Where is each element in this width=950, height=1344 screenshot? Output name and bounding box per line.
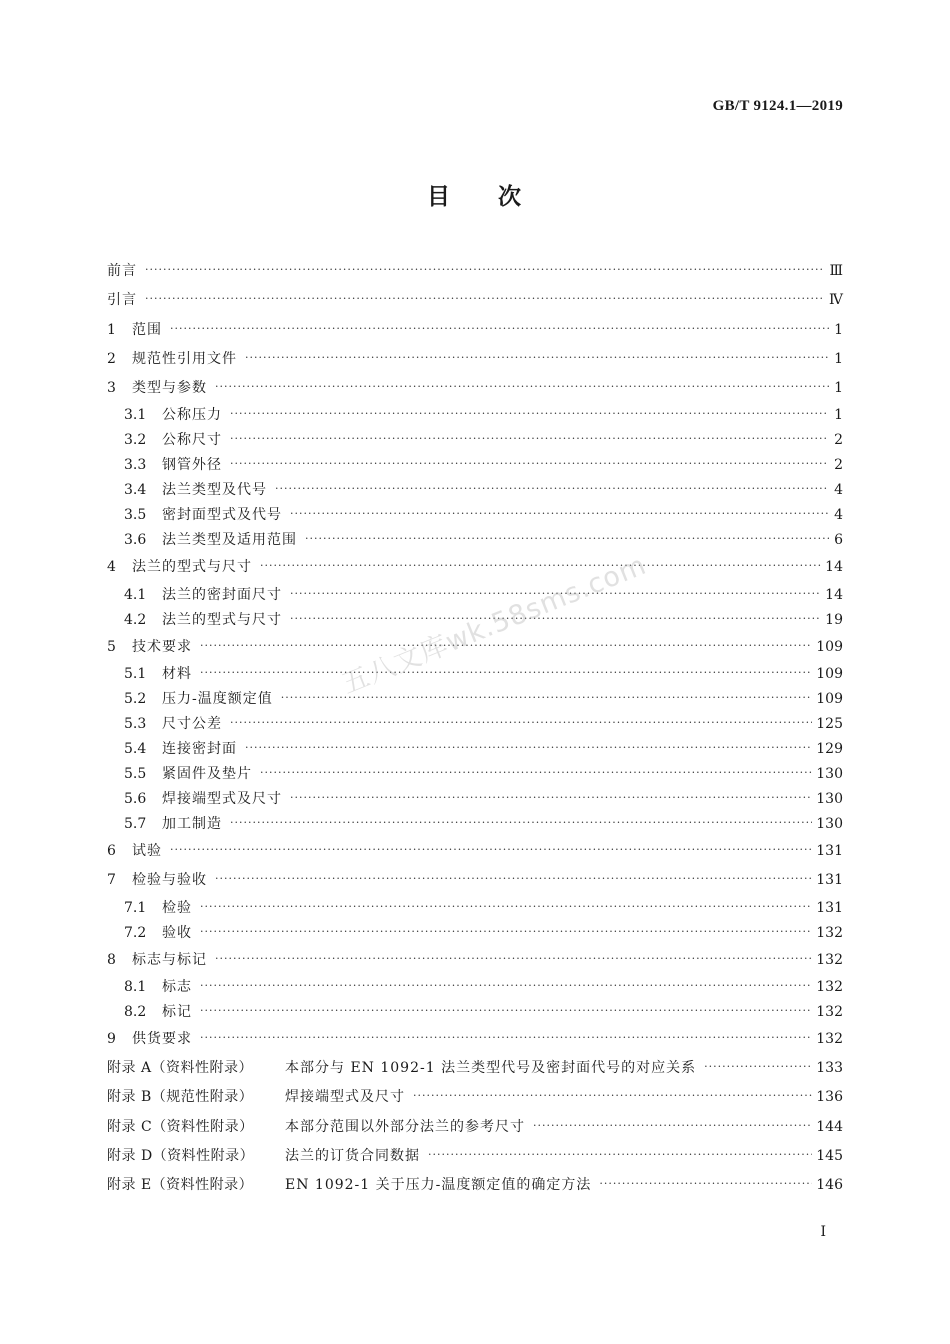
toc-entry[interactable]: [107, 528, 843, 553]
toc-entry[interactable]: [107, 478, 843, 503]
toc-entry-label: 焊接端型式及尺寸: [162, 791, 282, 808]
toc-entry-label: EN 1092-1 关于压力-温度额定值的确定方法: [285, 1177, 592, 1194]
toc-dot-leader: [290, 501, 829, 526]
toc-entry[interactable]: [107, 1142, 843, 1171]
toc-entry-label: 本部分范围以外部分法兰的参考尺寸: [285, 1118, 525, 1135]
toc-dot-leader: [215, 864, 812, 893]
toc-entry-number: 4.2: [124, 611, 147, 628]
toc-entry-page: 2: [834, 457, 843, 474]
toc-entry[interactable]: [107, 583, 843, 608]
toc-entry-page: 133: [816, 1060, 843, 1077]
toc-entry[interactable]: [107, 403, 843, 428]
toc-entry-page: 1: [834, 321, 843, 338]
toc-entry-number: 5.5: [124, 766, 147, 783]
toc-entry-number: 1: [107, 321, 116, 338]
toc-entry[interactable]: [107, 316, 843, 345]
toc-entry-label: 材料: [162, 666, 192, 683]
toc-entry-label: 法兰类型及代号: [162, 482, 267, 499]
toc-entry-page: 146: [816, 1177, 843, 1194]
toc-entry[interactable]: [107, 503, 843, 528]
toc-entry-label: 前言: [107, 263, 137, 279]
toc-entry-page: 109: [816, 638, 843, 655]
toc-entry-page: 1: [834, 407, 843, 424]
toc-entry-label: 类型与参数: [132, 380, 207, 397]
toc-entry-label: 本部分与 EN 1092-1 法兰类型代号及密封面代号的对应关系: [285, 1060, 697, 1077]
toc-annex-label: 附录 D（资料性附录）: [107, 1147, 255, 1164]
toc-entry[interactable]: [107, 1000, 843, 1025]
toc-entry-page: 109: [816, 691, 843, 708]
toc-entry-number: 4.1: [124, 586, 147, 603]
toc-entry-label: 规范性引用文件: [132, 350, 237, 367]
toc-entry-label: 连接密封面: [162, 741, 237, 758]
toc-dot-leader: [290, 606, 821, 631]
toc-entry-label: 法兰的订货合同数据: [285, 1147, 420, 1164]
toc-dot-leader: [200, 894, 812, 919]
toc-entry-page: 14: [825, 559, 843, 576]
toc-entry-number: 3.3: [124, 457, 147, 474]
toc-entry-number: 5.3: [124, 716, 147, 733]
toc-entry-number: 5.1: [124, 666, 147, 683]
toc-dot-leader: [230, 810, 812, 835]
toc-entry[interactable]: [107, 633, 843, 662]
toc-entry-page: 144: [816, 1118, 843, 1135]
toc-entry-label: 检验与验收: [132, 872, 207, 889]
toc-entry-number: 5.4: [124, 741, 147, 758]
toc-dot-leader: [200, 660, 812, 685]
toc-entry-page: 4: [834, 482, 843, 499]
toc-entry-page: 131: [816, 843, 843, 860]
toc-entry-label: 法兰的型式与尺寸: [132, 559, 252, 576]
toc-entry-page: 132: [816, 951, 843, 968]
toc-entry[interactable]: [107, 866, 843, 895]
toc-entry-page: 1: [834, 350, 843, 367]
toc-dot-leader: [275, 476, 829, 501]
toc-entry-label: 标志与标记: [132, 951, 207, 968]
toc-dot-leader: [260, 760, 812, 785]
toc-entry-page: 145: [816, 1147, 843, 1164]
toc-entry-page: 132: [816, 978, 843, 995]
toc-entry-number: 5.7: [124, 816, 147, 833]
toc-entry-page: 132: [816, 924, 843, 941]
toc-dot-leader: [245, 735, 812, 760]
toc-entry-page: 136: [816, 1089, 843, 1106]
toc-entry-number: 5.6: [124, 791, 147, 808]
toc-dot-leader: [215, 944, 812, 973]
toc-entry-page: Ⅲ: [829, 263, 843, 279]
toc-entry-page: 130: [816, 766, 843, 783]
toc-entry-page: 14: [825, 586, 843, 603]
toc-annex-label: 附录 C（资料性附录）: [107, 1118, 254, 1135]
toc-dot-leader: [533, 1111, 812, 1140]
toc-entry-label: 试验: [132, 843, 162, 860]
toc-entry-page: Ⅳ: [829, 292, 843, 309]
toc-entry-number: 5: [107, 638, 116, 655]
toc-entry-page: 19: [825, 611, 843, 628]
toc-entry-number: 2: [107, 350, 116, 367]
toc-entry-label: 标志: [162, 978, 192, 995]
toc-entry[interactable]: [107, 812, 843, 837]
toc-entry[interactable]: [107, 257, 843, 286]
toc-entry-label: 法兰的型式与尺寸: [162, 611, 282, 628]
toc-dot-leader: [305, 526, 829, 551]
toc-dot-leader: [230, 401, 829, 426]
toc-dot-leader: [413, 1081, 812, 1110]
toc-entry-label: 钢管外径: [162, 457, 222, 474]
toc-dot-leader: [200, 631, 812, 660]
toc-dot-leader: [281, 685, 813, 710]
toc-entry-label: 压力-温度额定值: [162, 691, 273, 708]
toc-dot-leader: [230, 426, 829, 451]
toc-dot-leader: [599, 1169, 812, 1198]
toc-entry-number: 3.5: [124, 507, 147, 524]
toc-dot-leader: [215, 372, 829, 401]
page-title: [0, 178, 950, 211]
toc-entry-label: 焊接端型式及尺寸: [285, 1089, 405, 1106]
toc-dot-leader: [428, 1140, 812, 1169]
toc-entry-number: 8.1: [124, 978, 147, 995]
toc-dot-leader: [145, 255, 825, 284]
toc-entry-page: 6: [834, 532, 843, 549]
toc-dot-leader: [230, 710, 812, 735]
toc-entry-page: 109: [816, 666, 843, 683]
toc-entry-label: 供货要求: [132, 1030, 192, 1047]
title-char-2: 次: [498, 184, 523, 210]
toc-entry-number: 3: [107, 380, 116, 397]
toc-dot-leader: [200, 998, 812, 1023]
toc-entry-number: 4: [107, 559, 116, 576]
toc-dot-leader: [170, 314, 829, 343]
toc-entry-page: 4: [834, 507, 843, 524]
watermark: 五八文库wk.58sms.com: [337, 549, 651, 701]
toc-dot-leader: [145, 284, 825, 313]
toc-entry[interactable]: [107, 1113, 843, 1142]
toc-annex-label: 附录 A（资料性附录）: [107, 1060, 254, 1077]
title-char-1: 目: [427, 184, 452, 210]
toc-entry-label: 公称尺寸: [162, 432, 222, 449]
toc-entry[interactable]: [107, 975, 843, 1000]
toc-entry-page: 125: [816, 716, 843, 733]
toc-entry-page: 132: [816, 1030, 843, 1047]
toc-entry[interactable]: [107, 1171, 843, 1200]
toc-entry-number: 7: [107, 872, 116, 889]
toc-dot-leader: [245, 343, 829, 372]
toc-entry-number: 7.2: [124, 924, 147, 941]
toc-entry-label: 范围: [132, 321, 162, 338]
toc-entry-number: 6: [107, 843, 116, 860]
toc-entry[interactable]: [107, 762, 843, 787]
toc-entry-number: 5.2: [124, 691, 147, 708]
toc-entry-number: 3.1: [124, 407, 147, 424]
toc-dot-leader: [200, 919, 812, 944]
toc-dot-leader: [200, 973, 812, 998]
toc-entry-label: 引言: [107, 292, 137, 309]
toc-entry-number: 3.4: [124, 482, 147, 499]
toc-entry-number: 3.2: [124, 432, 147, 449]
toc-entry[interactable]: [107, 737, 843, 762]
toc-entry[interactable]: [107, 608, 843, 633]
toc-entry[interactable]: [107, 374, 843, 403]
toc-entry-page: 130: [816, 816, 843, 833]
toc-dot-leader: [170, 835, 812, 864]
toc-entry-label: 加工制造: [162, 816, 222, 833]
toc-entry[interactable]: [107, 453, 843, 478]
toc-entry-page: 131: [816, 872, 843, 889]
standard-code: GB/T 9124.1—2019: [712, 98, 843, 114]
toc-entry-label: 尺寸公差: [162, 716, 222, 733]
toc-entry[interactable]: [107, 1025, 843, 1054]
toc-entry-number: 3.6: [124, 532, 147, 549]
toc-entry[interactable]: [107, 687, 843, 712]
toc-entry-number: 9: [107, 1030, 116, 1047]
table-of-contents: [107, 257, 843, 1200]
toc-entry-number: 7.1: [124, 899, 147, 916]
toc-entry[interactable]: [107, 787, 843, 812]
toc-entry-label: 标记: [162, 1003, 192, 1020]
toc-entry-page: 129: [816, 741, 843, 758]
toc-entry[interactable]: [107, 896, 843, 921]
toc-entry-number: 8.2: [124, 1003, 147, 1020]
toc-entry-label: 公称压力: [162, 407, 222, 424]
toc-entry[interactable]: [107, 946, 843, 975]
toc-entry[interactable]: [107, 662, 843, 687]
toc-entry-number: 8: [107, 951, 116, 968]
toc-entry-page: 2: [834, 432, 843, 449]
toc-entry[interactable]: [107, 428, 843, 453]
toc-entry[interactable]: [107, 1083, 843, 1112]
toc-entry[interactable]: [107, 345, 843, 374]
toc-entry-label: 密封面型式及代号: [162, 507, 282, 524]
toc-entry[interactable]: [107, 921, 843, 946]
toc-dot-leader: [230, 451, 829, 476]
toc-entry-label: 法兰类型及适用范围: [162, 532, 297, 549]
toc-entry-label: 验收: [162, 924, 192, 941]
toc-entry-label: 检验: [162, 899, 192, 916]
toc-entry-label: 技术要求: [132, 638, 192, 655]
toc-annex-label: 附录 E（资料性附录）: [107, 1177, 254, 1194]
toc-entry-page: 1: [834, 380, 843, 397]
toc-dot-leader: [290, 785, 812, 810]
toc-entry-page: 130: [816, 791, 843, 808]
toc-entry-page: 131: [816, 899, 843, 916]
toc-dot-leader: [200, 1023, 812, 1052]
toc-entry-page: 132: [816, 1003, 843, 1020]
toc-entry[interactable]: [107, 837, 843, 866]
page-number: I: [820, 1224, 826, 1240]
toc-annex-label: 附录 B（规范性附录）: [107, 1089, 254, 1106]
toc-dot-leader: [290, 581, 821, 606]
toc-entry[interactable]: [107, 286, 843, 315]
toc-entry-label: 紧固件及垫片: [162, 766, 252, 783]
toc-entry[interactable]: [107, 712, 843, 737]
toc-dot-leader: [260, 551, 821, 580]
toc-entry-label: 法兰的密封面尺寸: [162, 586, 282, 603]
toc-dot-leader: [704, 1052, 812, 1081]
toc-entry[interactable]: [107, 1054, 843, 1083]
toc-entry[interactable]: [107, 553, 843, 582]
